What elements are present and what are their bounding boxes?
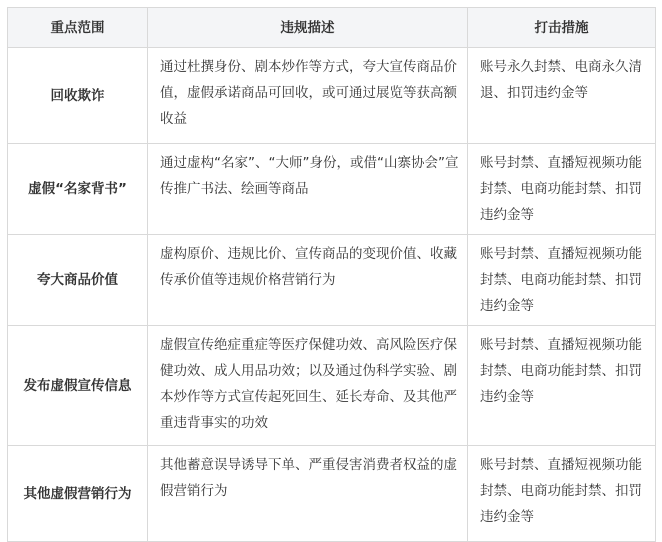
measures-cell: 账号永久封禁、电商永久清退、扣罚违约金等 [468,48,656,144]
table-row [8,144,656,235]
description-cell: 通过杜撰身份、剧本炒作等方式，夸大宣传商品价值，虚假承诺商品可回收，或可通过展览等获高额收益 [148,48,468,144]
measures-cell: 账号封禁、直播短视频功能封禁、电商功能封禁、扣罚违约金等 [468,144,656,235]
scope-cell: 虚假“名家背书” [8,144,148,235]
policy-table [7,7,656,542]
description-cell: 虚假宣传绝症重症等医疗保健功效、高风险医疗保健功效、成人用品功效；以及通过伪科学实验、剧本炒作等方式宣传起死回生、延长寿命、及其他严重违背事实的功效 [148,326,468,446]
document [7,7,655,533]
header-measures: 打击措施 [468,8,656,48]
table-row [8,235,656,326]
measures-cell: 账号封禁、直播短视频功能封禁、电商功能封禁、扣罚违约金等 [468,446,656,542]
description-cell: 虚构原价、违规比价、宣传商品的变现价值、收藏传承价值等违规价格营销行为 [148,235,468,326]
header-description: 违规描述 [148,8,468,48]
scope-cell: 夸大商品价值 [8,235,148,326]
header-scope: 重点范围 [8,8,148,48]
table-row [8,446,656,542]
measures-cell: 账号封禁、直播短视频功能封禁、电商功能封禁、扣罚违约金等 [468,235,656,326]
measures-cell: 账号封禁、直播短视频功能封禁、电商功能封禁、扣罚违约金等 [468,326,656,446]
scope-cell: 发布虚假宣传信息 [8,326,148,446]
table-row [8,326,656,446]
description-cell: 通过虚构“名家”、“大师”身份，或借“山寨协会”宣传推广书法、绘画等商品 [148,144,468,235]
description-cell: 其他蓄意误导诱导下单、严重侵害消费者权益的虚假营销行为 [148,446,468,542]
scope-cell: 其他虚假营销行为 [8,446,148,542]
table-row [8,48,656,144]
scope-cell: 回收欺诈 [8,48,148,144]
table-header-row [8,8,656,48]
